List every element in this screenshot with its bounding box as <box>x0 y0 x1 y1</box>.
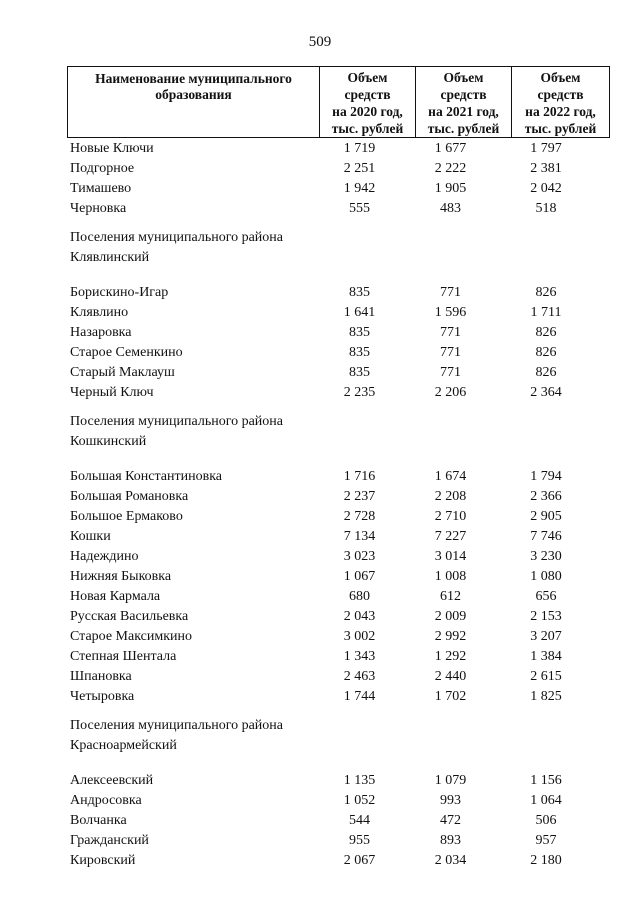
value-2021: 1 292 <box>434 649 467 664</box>
municipality-name: Черновка <box>70 201 127 216</box>
value-2021: 1 596 <box>434 305 467 320</box>
section-heading-line: Поселения муниципального района <box>70 718 284 733</box>
municipality-name: Четыровка <box>70 689 135 704</box>
value-2020: 1 641 <box>343 305 376 320</box>
district-section-heading <box>0 228 640 268</box>
value-2020: 2 043 <box>343 609 376 624</box>
table-row <box>0 771 640 791</box>
municipality-name: Кировский <box>70 853 136 868</box>
value-2022: 2 153 <box>530 609 562 624</box>
value-2021: 483 <box>440 201 461 216</box>
table-row <box>0 363 640 383</box>
value-2021: 1 702 <box>434 689 467 704</box>
header-line: на 2020 год, <box>332 104 403 119</box>
value-2022: 1 825 <box>530 689 562 704</box>
value-2022: 2 381 <box>530 161 562 176</box>
municipality-name: Русская Васильевка <box>70 609 189 624</box>
municipality-name: Большая Константиновка <box>70 469 223 484</box>
header-line: тыс. рублей <box>331 121 404 136</box>
value-2022: 2 042 <box>530 181 562 196</box>
value-2022: 3 230 <box>530 549 562 564</box>
municipality-name: Волчанка <box>70 813 127 828</box>
value-2020: 835 <box>349 285 370 300</box>
value-2022: 2 905 <box>530 509 562 524</box>
header-line: Наименование муниципального <box>95 71 292 86</box>
value-2021: 472 <box>440 813 461 828</box>
table-row <box>0 343 640 363</box>
value-2022: 2 366 <box>530 489 562 504</box>
section-heading-line: Кошкинский <box>70 434 147 449</box>
table-row <box>0 547 640 567</box>
value-2020: 835 <box>349 365 370 380</box>
value-2020: 2 067 <box>343 853 376 868</box>
value-2021: 2 992 <box>434 629 467 644</box>
value-2021: 893 <box>440 833 461 848</box>
header-line: на 2021 год, <box>428 104 499 119</box>
header-2020-column <box>320 67 416 138</box>
value-2020: 544 <box>349 813 370 828</box>
value-2022: 1 064 <box>530 793 562 808</box>
value-2020: 1 343 <box>343 649 376 664</box>
municipality-name: Старый Маклауш <box>70 365 175 380</box>
table-row <box>0 627 640 647</box>
table-row <box>0 791 640 811</box>
header-line: тыс. рублей <box>427 121 500 136</box>
section-heading-line: Поселения муниципального районa <box>70 230 284 245</box>
table-row <box>0 811 640 831</box>
value-2022: 1 797 <box>530 141 562 156</box>
header-line: Объем <box>540 70 581 85</box>
header-line: Объем <box>347 70 388 85</box>
table-row <box>0 159 640 179</box>
value-2020: 1 744 <box>343 689 376 704</box>
value-2020: 2 463 <box>343 669 376 684</box>
table-row <box>0 667 640 687</box>
value-2022: 1 794 <box>530 469 562 484</box>
value-2020: 555 <box>349 201 370 216</box>
value-2020: 3 002 <box>343 629 376 644</box>
value-2021: 1 008 <box>434 569 467 584</box>
value-2021: 1 677 <box>434 141 467 156</box>
section-heading-line: Поселения муниципального района <box>70 414 284 429</box>
header-line: на 2022 год, <box>525 104 596 119</box>
value-2021: 7 227 <box>434 529 467 544</box>
municipality-name: Андросовка <box>70 793 142 808</box>
value-2022: 7 746 <box>530 529 562 544</box>
municipality-name: Алексеевский <box>70 773 154 788</box>
municipality-name: Шпановка <box>70 669 132 684</box>
table-row <box>0 687 640 707</box>
table-body <box>0 139 640 871</box>
header-name-column <box>68 67 320 138</box>
municipality-name: Новые Ключи <box>70 141 154 156</box>
value-2021: 3 014 <box>434 549 467 564</box>
table-row <box>0 851 640 871</box>
table-row <box>0 507 640 527</box>
table-row <box>0 567 640 587</box>
header-line: средств <box>537 87 584 102</box>
table-row <box>0 139 640 159</box>
value-2020: 835 <box>349 345 370 360</box>
value-2021: 2 222 <box>434 161 467 176</box>
value-2021: 2 440 <box>434 669 467 684</box>
table-row <box>0 283 640 303</box>
table-row <box>0 831 640 851</box>
row-group <box>0 139 640 219</box>
value-2022: 826 <box>535 365 557 380</box>
value-2022: 1 711 <box>530 305 562 320</box>
municipality-name: Старое Семенкино <box>70 345 183 360</box>
value-2020: 2 235 <box>343 385 376 400</box>
value-2022: 506 <box>535 813 557 828</box>
municipality-name: Гражданский <box>70 833 149 848</box>
row-group <box>0 283 640 403</box>
value-2020: 680 <box>349 589 370 604</box>
table-row <box>0 383 640 403</box>
value-2020: 7 134 <box>343 529 376 544</box>
row-group <box>0 467 640 707</box>
municipality-name: Кошки <box>70 529 111 544</box>
table-row <box>0 323 640 343</box>
table-header <box>67 66 610 138</box>
value-2021: 1 905 <box>434 181 467 196</box>
value-2020: 1 719 <box>343 141 376 156</box>
value-2020: 2 728 <box>343 509 376 524</box>
value-2021: 612 <box>440 589 461 604</box>
value-2020: 1 716 <box>343 469 376 484</box>
value-2021: 2 009 <box>434 609 467 624</box>
value-2021: 771 <box>440 345 461 360</box>
header-line: тыс. рублей <box>524 121 597 136</box>
value-2020: 2 251 <box>343 161 376 176</box>
table-row <box>0 527 640 547</box>
municipality-name: Степная Шентала <box>70 649 177 664</box>
municipality-name: Черный Ключ <box>70 385 154 400</box>
table-row <box>0 467 640 487</box>
header-line: Объем <box>443 70 484 85</box>
municipality-name: Нижняя Быковка <box>70 569 172 584</box>
value-2022: 2 364 <box>530 385 562 400</box>
district-section-heading <box>0 716 640 756</box>
value-2020: 955 <box>349 833 370 848</box>
value-2022: 1 384 <box>530 649 562 664</box>
value-2021: 771 <box>440 325 461 340</box>
value-2021: 771 <box>440 285 461 300</box>
value-2020: 3 023 <box>343 549 376 564</box>
value-2022: 826 <box>535 325 557 340</box>
value-2021: 1 079 <box>434 773 467 788</box>
table-row <box>0 199 640 219</box>
table-row <box>0 607 640 627</box>
table-row <box>0 303 640 323</box>
section-heading-line: Красноармейский <box>70 738 177 753</box>
value-2021: 1 674 <box>434 469 467 484</box>
municipality-name: Клявлино <box>70 305 129 320</box>
value-2021: 771 <box>440 365 461 380</box>
value-2022: 1 156 <box>530 773 562 788</box>
table-row <box>0 179 640 199</box>
municipality-name: Новая Кармала <box>70 589 161 604</box>
municipality-name: Большая Романовка <box>70 489 189 504</box>
row-group <box>0 771 640 871</box>
value-2022: 3 207 <box>530 629 562 644</box>
value-2020: 1 052 <box>343 793 376 808</box>
value-2021: 2 208 <box>434 489 467 504</box>
table-row <box>0 587 640 607</box>
value-2020: 2 237 <box>343 489 376 504</box>
value-2022: 2 615 <box>530 669 562 684</box>
value-2020: 1 135 <box>343 773 376 788</box>
header-line: средств <box>440 87 487 102</box>
value-2020: 1 067 <box>343 569 376 584</box>
header-line: образования <box>155 87 232 102</box>
value-2021: 2 206 <box>434 385 467 400</box>
value-2022: 518 <box>535 201 557 216</box>
value-2021: 2 710 <box>434 509 467 524</box>
page-number: 509 <box>308 34 332 50</box>
value-2021: 2 034 <box>434 853 467 868</box>
section-heading-line: Клявлинский <box>70 250 150 265</box>
municipality-name: Тимашево <box>70 181 132 196</box>
municipality-name: Надеждино <box>70 549 139 564</box>
header-2022-column <box>512 67 610 138</box>
value-2022: 957 <box>535 833 557 848</box>
value-2022: 826 <box>535 285 557 300</box>
table-row <box>0 647 640 667</box>
municipality-name: Большое Ермаково <box>70 509 183 524</box>
value-2022: 2 180 <box>530 853 562 868</box>
value-2020: 1 942 <box>343 181 376 196</box>
district-section-heading <box>0 412 640 452</box>
value-2020: 835 <box>349 325 370 340</box>
header-line: средств <box>344 87 391 102</box>
municipality-name: Назаровка <box>70 325 132 340</box>
municipality-name: Подгорное <box>70 161 135 176</box>
table-row <box>0 487 640 507</box>
value-2022: 1 080 <box>530 569 562 584</box>
municipality-name: Борискино-Игар <box>70 285 169 300</box>
municipality-name: Старое Максимкино <box>70 629 193 644</box>
value-2022: 826 <box>535 345 557 360</box>
header-2021-column <box>416 67 512 138</box>
value-2021: 993 <box>440 793 461 808</box>
value-2022: 656 <box>535 589 557 604</box>
